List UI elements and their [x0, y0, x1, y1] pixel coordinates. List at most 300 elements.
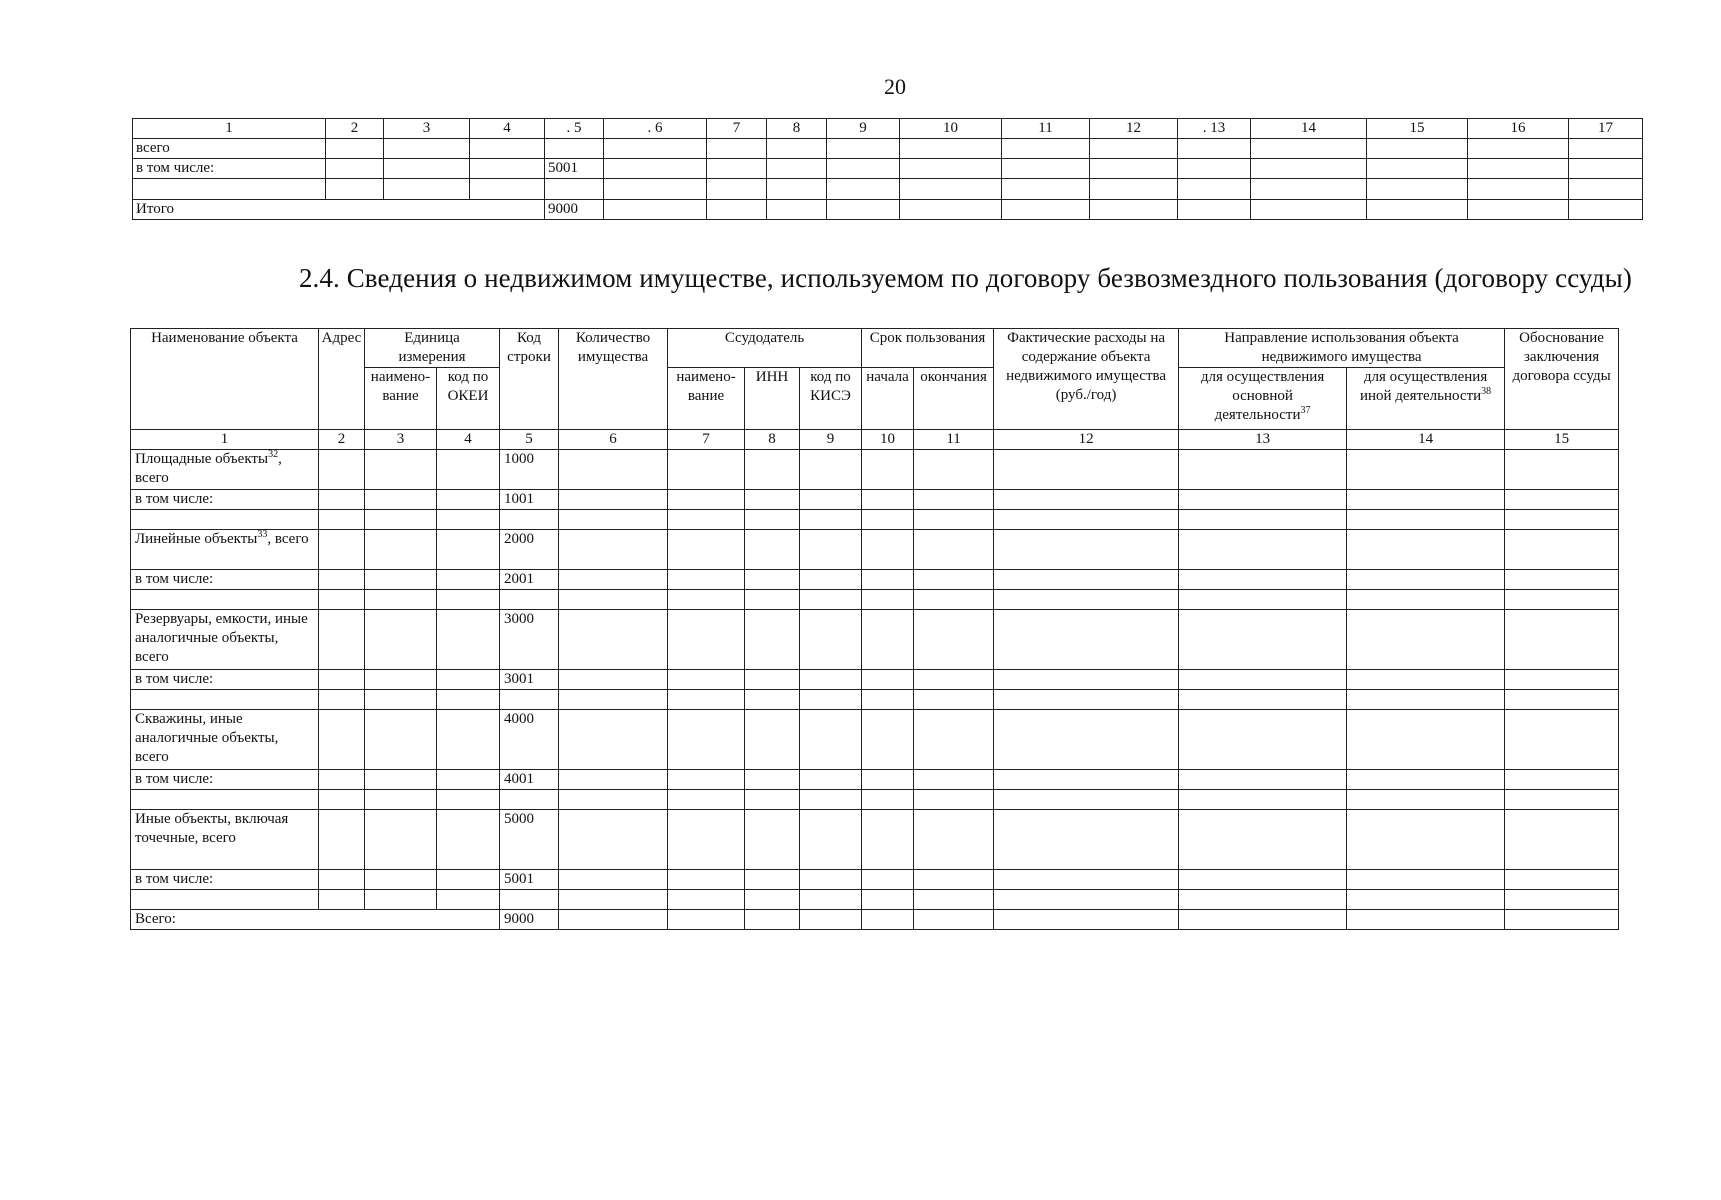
table-cell [668, 770, 745, 790]
row-code: 4001 [500, 770, 559, 790]
page-number: 20 [884, 74, 906, 99]
table-cell [500, 790, 559, 810]
table-cell [604, 179, 707, 200]
table-row [131, 590, 1619, 610]
table-cell [319, 890, 365, 910]
table-cell [800, 530, 862, 570]
table-cell [365, 890, 437, 910]
column-number: 10 [900, 119, 1002, 139]
table-row [131, 870, 1619, 890]
table-cell [994, 530, 1179, 570]
table-cell [326, 159, 384, 179]
table-cell [668, 690, 745, 710]
table-cell [800, 590, 862, 610]
table-cell [668, 910, 745, 930]
table-cell [319, 770, 365, 790]
table-cell [365, 870, 437, 890]
column-number: 1 [131, 430, 319, 450]
row-code: 5001 [500, 870, 559, 890]
table-cell [745, 910, 800, 930]
table-cell [1505, 690, 1619, 710]
table-cell [1179, 570, 1347, 590]
table-cell [437, 790, 500, 810]
table-cell [319, 870, 365, 890]
table-cell [994, 670, 1179, 690]
table-cell [470, 179, 545, 200]
row-label-text: Иные объекты, включая точечные, всего [135, 811, 289, 846]
table-cell [1505, 710, 1619, 770]
column-number: 11 [1002, 119, 1090, 139]
table-cell [745, 530, 800, 570]
table-cell [994, 810, 1179, 870]
table-cell [862, 810, 914, 870]
table-cell [1347, 810, 1505, 870]
row-code: 9000 [500, 910, 559, 930]
table-cell [1347, 490, 1505, 510]
table-cell [900, 179, 1002, 200]
table-cell [1347, 450, 1505, 490]
row-label: в том числе: [133, 159, 326, 179]
row-label-text: в том числе: [135, 491, 214, 507]
table-cell [914, 690, 994, 710]
header-unit-okei: код по ОКЕИ [437, 368, 500, 430]
table-cell [707, 179, 767, 200]
row-label-suffix: , всего [135, 451, 282, 486]
column-number: 2 [319, 430, 365, 450]
table-cell [1179, 710, 1347, 770]
table-cell [745, 770, 800, 790]
table-cell [1179, 790, 1347, 810]
table-cell [1569, 200, 1643, 220]
table-cell [1347, 530, 1505, 570]
table-cell [319, 570, 365, 590]
table-cell [767, 159, 827, 179]
table-cell [437, 510, 500, 530]
table-row [131, 530, 1619, 570]
table-cell [994, 690, 1179, 710]
row-label [131, 590, 319, 610]
table-cell [319, 490, 365, 510]
table-cell [1505, 790, 1619, 810]
table-cell [914, 790, 994, 810]
table-cell [1569, 159, 1643, 179]
table-cell [365, 610, 437, 670]
table-cell [1505, 870, 1619, 890]
table-cell [1347, 610, 1505, 670]
column-number: 3 [365, 430, 437, 450]
header-lender-inn: ИНН [745, 368, 800, 430]
table-cell [1179, 490, 1347, 510]
table-cell [914, 670, 994, 690]
table-cell [900, 200, 1002, 220]
table-cell [862, 910, 914, 930]
column-number: 4 [437, 430, 500, 450]
table-cell [1505, 670, 1619, 690]
table-cell [1179, 510, 1347, 530]
table-cell [1505, 810, 1619, 870]
column-number: 15 [1505, 430, 1619, 450]
row-code [545, 179, 604, 200]
table-cell [365, 690, 437, 710]
table-cell [1505, 770, 1619, 790]
table-cell [800, 610, 862, 670]
header-term: Срок пользования [862, 329, 994, 368]
table-row [133, 179, 1643, 200]
continued-table [132, 118, 1643, 220]
table-cell [800, 870, 862, 890]
table-cell [500, 890, 559, 910]
table-cell [914, 610, 994, 670]
column-number: 15 [1367, 119, 1468, 139]
table-cell [800, 450, 862, 490]
row-code: 9000 [545, 200, 604, 220]
table-cell [800, 710, 862, 770]
header-direction-main-label: для осуществления основной деятельности [1200, 369, 1325, 423]
table-cell [745, 450, 800, 490]
table-cell [827, 179, 900, 200]
table-cell [1179, 530, 1347, 570]
table-cell [319, 510, 365, 530]
row-code: 2000 [500, 530, 559, 570]
table-cell [1002, 200, 1090, 220]
table-cell [437, 670, 500, 690]
table-cell [437, 590, 500, 610]
column-number: 12 [1090, 119, 1178, 139]
header-direction: Направление использования объекта недвижимого имущества [1179, 329, 1505, 368]
table-cell [800, 490, 862, 510]
row-label-text: в том числе: [135, 871, 214, 887]
row-label [131, 490, 319, 510]
table-cell [365, 770, 437, 790]
footnote-ref: 37 [1300, 405, 1311, 416]
table-cell [862, 570, 914, 590]
table-row [131, 890, 1619, 910]
table-cell [862, 530, 914, 570]
table-cell [1505, 570, 1619, 590]
table-row [131, 610, 1619, 670]
table-cell [604, 139, 707, 159]
header-term-start: начала [862, 368, 914, 430]
table-cell [1090, 179, 1178, 200]
table-cell [1347, 910, 1505, 930]
column-number: 12 [994, 430, 1179, 450]
table-cell [1179, 870, 1347, 890]
table-cell [1251, 200, 1367, 220]
table-cell [604, 159, 707, 179]
table-cell [862, 590, 914, 610]
table-cell [437, 530, 500, 570]
table-cell [319, 690, 365, 710]
table-cell [862, 610, 914, 670]
table-cell [862, 670, 914, 690]
table-cell [767, 179, 827, 200]
table-cell [559, 710, 668, 770]
table-cell [1347, 890, 1505, 910]
table-cell [862, 890, 914, 910]
table-cell [559, 510, 668, 530]
table-cell [745, 870, 800, 890]
column-number: 8 [767, 119, 827, 139]
table-cell [1468, 200, 1569, 220]
table-cell [1179, 890, 1347, 910]
table-cell [1347, 670, 1505, 690]
table-row [131, 710, 1619, 770]
table-cell [800, 510, 862, 530]
table-row [131, 810, 1619, 870]
row-label: Итого [133, 200, 545, 220]
table-cell [862, 790, 914, 810]
table-cell [437, 710, 500, 770]
table-cell [319, 790, 365, 810]
table-cell [500, 690, 559, 710]
table-cell [900, 139, 1002, 159]
table-cell [745, 570, 800, 590]
table-cell [1347, 690, 1505, 710]
table-cell [827, 200, 900, 220]
table-row [131, 690, 1619, 710]
table-cell [1505, 910, 1619, 930]
table-cell [1002, 179, 1090, 200]
column-number: 8 [745, 430, 800, 450]
column-number: 14 [1347, 430, 1505, 450]
table-cell [365, 510, 437, 530]
table-cell [745, 790, 800, 810]
table-cell [800, 770, 862, 790]
table-cell [1367, 200, 1468, 220]
table-row [131, 570, 1619, 590]
column-number: 7 [707, 119, 767, 139]
column-number: 9 [800, 430, 862, 450]
table-cell [559, 770, 668, 790]
table-cell [745, 690, 800, 710]
table-cell [1179, 810, 1347, 870]
column-number: 2 [326, 119, 384, 139]
column-number: 1 [133, 119, 326, 139]
table-cell [1505, 450, 1619, 490]
row-code: 4000 [500, 710, 559, 770]
row-code: 5001 [545, 159, 604, 179]
table-cell [437, 610, 500, 670]
table-cell [319, 590, 365, 610]
table-row [131, 450, 1619, 490]
table-cell [914, 910, 994, 930]
table-row [131, 770, 1619, 790]
table-cell [800, 810, 862, 870]
table-cell [1569, 179, 1643, 200]
table-cell [994, 890, 1179, 910]
table-cell [326, 179, 384, 200]
row-label-text: Резервуары, емкости, иные аналогичные объекты, всего [135, 611, 308, 665]
table-cell [914, 490, 994, 510]
table-cell [319, 610, 365, 670]
property-table [130, 328, 1619, 930]
table-cell [1179, 610, 1347, 670]
table-cell [994, 510, 1179, 530]
table-cell [827, 139, 900, 159]
table-cell [1002, 139, 1090, 159]
table-cell [800, 670, 862, 690]
table-row [133, 139, 1643, 159]
row-code [545, 139, 604, 159]
table-cell [668, 890, 745, 910]
table-cell [1468, 139, 1569, 159]
footnote-ref: 33 [257, 529, 268, 540]
table-cell [365, 670, 437, 690]
row-label [131, 510, 319, 530]
table-cell [1347, 790, 1505, 810]
table-cell [437, 810, 500, 870]
table-cell [1090, 139, 1178, 159]
table-cell [914, 570, 994, 590]
row-label [131, 450, 319, 490]
column-number: 3 [384, 119, 470, 139]
table-cell [1505, 490, 1619, 510]
table-cell [1505, 510, 1619, 530]
row-label [131, 570, 319, 590]
table-cell [559, 910, 668, 930]
table-cell [365, 530, 437, 570]
table-cell [437, 490, 500, 510]
table-cell [559, 570, 668, 590]
table-cell [745, 670, 800, 690]
table-cell [319, 670, 365, 690]
header-expenses: Фактические расходы на содержание объекта недвижимого имущества (руб./год) [994, 329, 1179, 430]
column-number: . 6 [604, 119, 707, 139]
table-cell [745, 890, 800, 910]
table-cell [1179, 670, 1347, 690]
table-cell [862, 710, 914, 770]
table-cell [365, 710, 437, 770]
table-cell [1367, 159, 1468, 179]
table-cell [384, 159, 470, 179]
table-cell [1347, 770, 1505, 790]
header-unit-name: наимено- вание [365, 368, 437, 430]
table-cell [1505, 610, 1619, 670]
table-cell [365, 490, 437, 510]
table-cell [326, 139, 384, 159]
table-cell [914, 530, 994, 570]
footnote-ref: 32 [268, 449, 279, 460]
table-cell [745, 510, 800, 530]
table-cell [994, 770, 1179, 790]
table-cell [1179, 690, 1347, 710]
table-cell [914, 890, 994, 910]
table-cell [707, 200, 767, 220]
table-cell [1178, 159, 1251, 179]
table-cell [745, 590, 800, 610]
table-cell [994, 790, 1179, 810]
table-cell [800, 910, 862, 930]
table-cell [559, 670, 668, 690]
table-cell [1178, 179, 1251, 200]
table-cell [900, 159, 1002, 179]
column-number: 7 [668, 430, 745, 450]
table-cell [668, 490, 745, 510]
header-direction-main [1179, 368, 1347, 430]
row-code: 1000 [500, 450, 559, 490]
table-cell [862, 870, 914, 890]
table-cell [767, 200, 827, 220]
table-row [133, 159, 1643, 179]
column-number: 9 [827, 119, 900, 139]
table-cell [365, 450, 437, 490]
table-cell [800, 570, 862, 590]
table-cell [319, 810, 365, 870]
header-term-end: окончания [914, 368, 994, 430]
table-cell [767, 139, 827, 159]
column-number-row [133, 119, 1643, 139]
table-cell [745, 710, 800, 770]
table-cell [1505, 890, 1619, 910]
table-cell [437, 570, 500, 590]
table-cell [707, 139, 767, 159]
table-cell [745, 810, 800, 870]
table-cell [800, 890, 862, 910]
row-label: Всего: [131, 910, 500, 930]
table-cell [1347, 510, 1505, 530]
row-label [131, 790, 319, 810]
table-cell [994, 910, 1179, 930]
table-cell [707, 159, 767, 179]
table-cell [745, 490, 800, 510]
table-cell [668, 670, 745, 690]
table-cell [862, 450, 914, 490]
table-cell [559, 870, 668, 890]
table-cell [1505, 530, 1619, 570]
row-label [131, 710, 319, 770]
table-cell [1347, 590, 1505, 610]
table-cell [1179, 910, 1347, 930]
table-cell [862, 510, 914, 530]
column-number: 16 [1468, 119, 1569, 139]
table-row [131, 790, 1619, 810]
table-cell [745, 610, 800, 670]
row-label-suffix: , всего [267, 531, 309, 547]
row-label [131, 610, 319, 670]
table-cell [668, 570, 745, 590]
footnote-ref: 38 [1481, 386, 1492, 397]
table-cell [559, 610, 668, 670]
table-cell [1468, 159, 1569, 179]
table-cell [319, 450, 365, 490]
row-label-text: в том числе: [135, 571, 214, 587]
row-label [131, 690, 319, 710]
table-cell [319, 530, 365, 570]
table-cell [994, 610, 1179, 670]
table-cell [559, 690, 668, 710]
table-cell [668, 450, 745, 490]
table-cell [994, 450, 1179, 490]
table-cell [800, 690, 862, 710]
table-cell [1347, 710, 1505, 770]
table-row [131, 510, 1619, 530]
row-code: 3000 [500, 610, 559, 670]
header-direction-other [1347, 368, 1505, 430]
row-label [131, 870, 319, 890]
table-cell [470, 139, 545, 159]
table-cell [559, 890, 668, 910]
table-cell [384, 179, 470, 200]
column-number-row [131, 430, 1619, 450]
table-cell [1002, 159, 1090, 179]
table-cell [559, 450, 668, 490]
header-name: Наименование объекта [131, 329, 319, 430]
table-cell [827, 159, 900, 179]
table-cell [1569, 139, 1643, 159]
row-label [131, 810, 319, 870]
table-cell [668, 530, 745, 570]
row-label [131, 670, 319, 690]
